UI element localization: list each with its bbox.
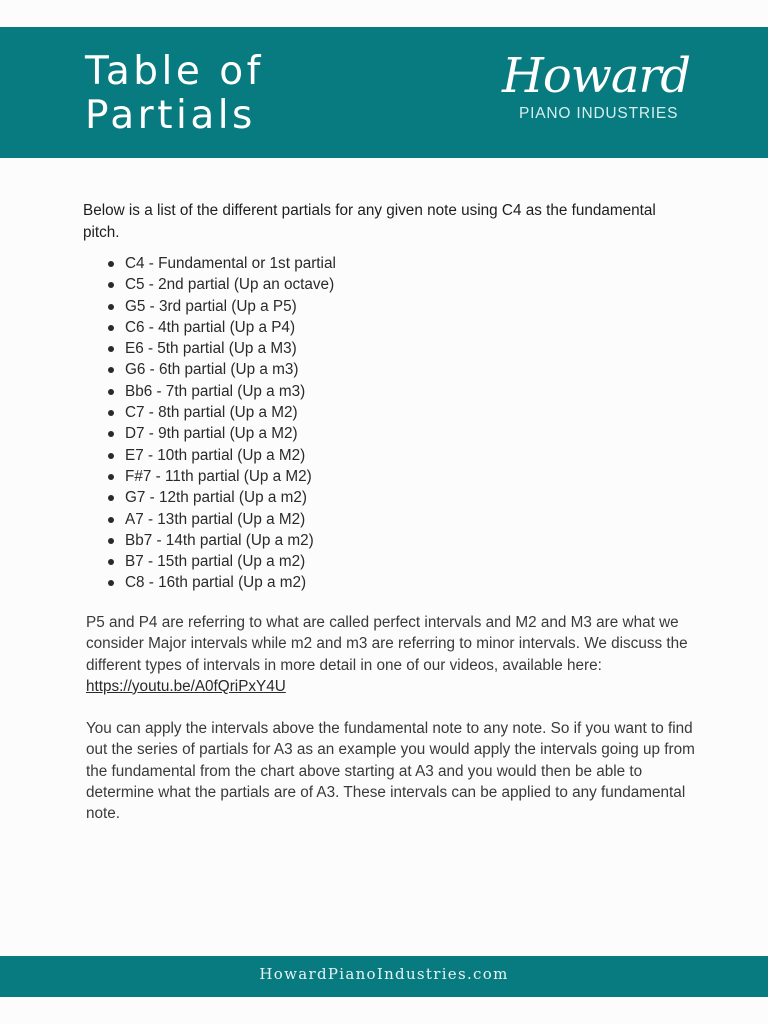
list-item-text: G6 - 6th partial (Up a m3): [125, 361, 299, 379]
list-item-text: F#7 - 11th partial (Up a M2): [125, 467, 312, 485]
bullet-icon: [108, 282, 114, 288]
website-link[interactable]: HowardPianoIndustries.com: [259, 965, 509, 983]
intro-paragraph: Below is a list of the different partials for any given note using C4 as the fundamental pitch.: [83, 202, 656, 241]
list-item-text: C6 - 4th partial (Up a P4): [125, 318, 296, 336]
brand-subtitle: PIANO INDUSTRIES: [519, 105, 679, 122]
list-item: [106, 359, 336, 380]
bullet-icon: [108, 410, 114, 416]
list-item: [106, 423, 336, 444]
list-item: [106, 274, 336, 295]
header-banner: [0, 27, 768, 158]
brand-logo: [500, 47, 700, 123]
list-item: [106, 530, 336, 551]
video-link[interactable]: https://youtu.be/A0fQriPxY4U: [86, 677, 286, 695]
bullet-icon: [108, 474, 114, 480]
bullet-icon: [108, 367, 114, 373]
footer-banner: [0, 956, 768, 997]
list-item-text: C5 - 2nd partial (Up an octave): [125, 276, 335, 294]
bullet-icon: [108, 517, 114, 523]
list-item-text: Bb7 - 14th partial (Up a m2): [125, 531, 314, 549]
list-item: [106, 253, 336, 274]
apply-intervals-paragraph: You can apply the intervals above the fundamental note to any note. So if you want to find out the series of partials for A3 as an example you would apply the intervals going up from the fundamental from the chart above starting at A3 and you would then be able to determine what the partials are of A3. These intervals can be applied to any fundamental note.: [86, 720, 695, 823]
bullet-icon: [108, 495, 114, 501]
list-item: [106, 402, 336, 423]
list-item-text: E7 - 10th partial (Up a M2): [125, 446, 306, 464]
list-item: [106, 487, 336, 508]
list-item: [106, 509, 336, 530]
bullet-icon: [108, 325, 114, 331]
bullet-icon: [108, 346, 114, 352]
list-item-text: G7 - 12th partial (Up a m2): [125, 489, 307, 507]
list-item: [106, 317, 336, 338]
list-item-text: C8 - 16th partial (Up a m2): [125, 574, 307, 592]
list-item: [106, 445, 336, 466]
list-item: [106, 551, 336, 572]
bullet-icon: [108, 389, 114, 395]
partials-list: [106, 253, 336, 594]
intervals-paragraph: [86, 612, 698, 697]
list-item-text: E6 - 5th partial (Up a M3): [125, 340, 297, 358]
list-item: [106, 296, 336, 317]
page-title: [85, 50, 264, 138]
list-item-text: C7 - 8th partial (Up a M2): [125, 404, 298, 422]
bullet-icon: [108, 580, 114, 586]
bullet-icon: [108, 559, 114, 565]
bullet-icon: [108, 453, 114, 459]
intervals-paragraph-text: P5 and P4 are referring to what are called perfect intervals and M2 and M3 are what we consider Major intervals while m2 and m3 are referring to minor intervals. We discuss the different types of intervals in more detail in one of our videos, available here:: [86, 614, 688, 674]
list-item: [106, 466, 336, 487]
bullet-icon: [108, 538, 114, 544]
list-item: [106, 381, 336, 402]
page-title-line-2: Partials: [85, 93, 256, 138]
list-item-text: B7 - 15th partial (Up a m2): [125, 553, 306, 571]
list-item-text: A7 - 13th partial (Up a M2): [125, 510, 306, 528]
bullet-icon: [108, 304, 114, 310]
list-item-text: Bb6 - 7th partial (Up a m3): [125, 382, 306, 400]
page-title-line-1: Table of: [85, 49, 264, 94]
list-item: [106, 572, 336, 593]
list-item-text: G5 - 3rd partial (Up a P5): [125, 297, 297, 315]
bullet-icon: [108, 431, 114, 437]
list-item-text: C4 - Fundamental or 1st partial: [125, 255, 336, 272]
list-item-text: D7 - 9th partial (Up a M2): [125, 425, 298, 443]
brand-name: Howard: [502, 48, 691, 104]
bullet-icon: [108, 261, 114, 267]
list-item: [106, 338, 336, 359]
